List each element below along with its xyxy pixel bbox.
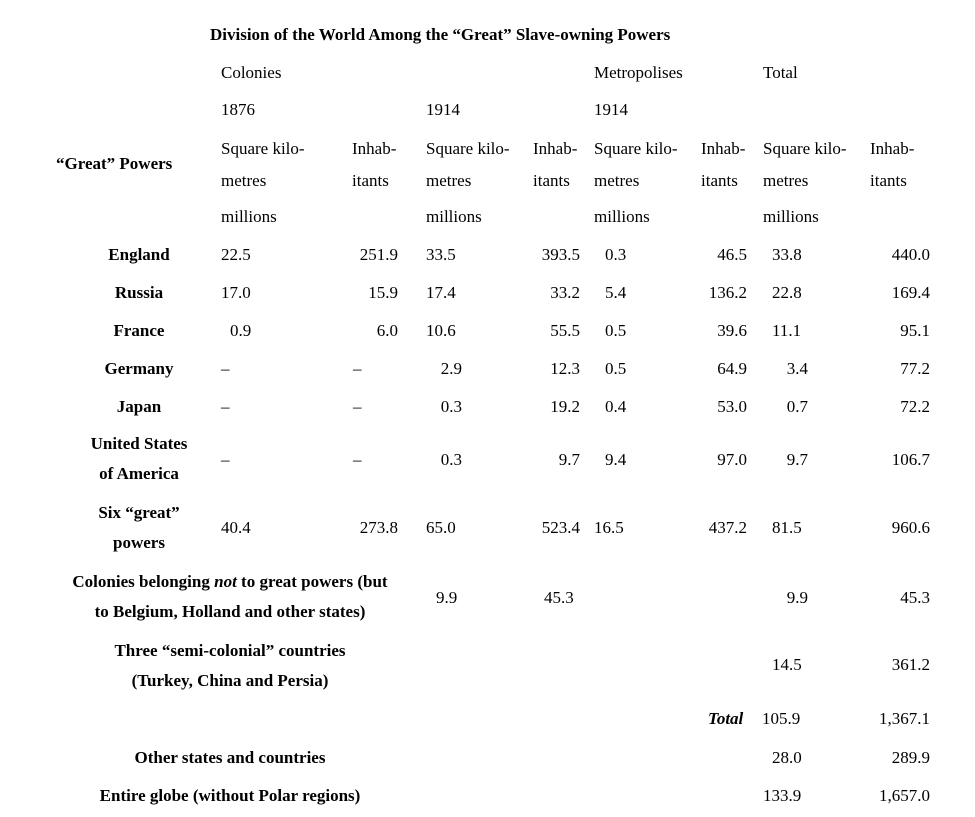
metropolises-inhab: 53.0: [717, 397, 747, 416]
total-sq: 105.9: [762, 709, 801, 728]
colonies-1876-sq: 0.9: [230, 321, 252, 340]
colonies-1914-inhab: 19.2: [550, 397, 580, 416]
row-name-line1-post: to great powers (but: [236, 572, 388, 591]
total-sq: 0.7: [786, 397, 808, 416]
colonies-1876-inhab: –: [353, 450, 362, 469]
total-sq: 9.7: [786, 450, 808, 469]
total-sq: 9.9: [786, 588, 808, 607]
inhab-line1: Inhab-: [352, 139, 397, 158]
row-name-line1-pre: Colonies belonging: [72, 572, 215, 591]
inhab-line1: Inhab-: [701, 139, 746, 158]
inhab-line1: Inhab-: [533, 139, 578, 158]
inhab-line2: itants: [870, 171, 907, 190]
colonies-1914-sq: 0.3: [440, 397, 462, 416]
sq-km-line2: metres: [221, 171, 267, 190]
colonies-1876-sq: 22.5: [221, 245, 251, 264]
colonies-1914-inhab: 9.7: [558, 450, 580, 469]
total-inhab: 106.7: [891, 450, 930, 469]
total-inhab: 361.2: [891, 655, 930, 674]
sq-km-line1: Square kilo-: [426, 139, 510, 158]
row-name-line1: [38, 567, 422, 597]
row-name: [38, 636, 422, 696]
row-name-line2: (Turkey, China and Persia): [131, 671, 329, 690]
table-title: Division of the World Among the “Great” Slave-owning Powers: [210, 25, 671, 44]
total-sq: 28.0: [772, 748, 802, 767]
metropolises-inhab: 64.9: [717, 359, 747, 378]
colonies-1914-sq: 2.9: [440, 359, 462, 378]
colonies-1876-sq: 17.0: [221, 283, 251, 302]
row-name: France: [113, 321, 165, 340]
colonies-1876-inhab: 251.9: [359, 245, 398, 264]
sq-km-line1: Square kilo-: [594, 139, 678, 158]
metropolises-inhab: 136.2: [708, 283, 747, 302]
colonies-1914-inhab: 12.3: [550, 359, 580, 378]
colonies-1914-inhab: 55.5: [550, 321, 580, 340]
colonies-1914-sq: 17.4: [426, 283, 456, 302]
metropolises-sq: 5.4: [605, 283, 627, 302]
colonies-1914-inhab: 33.2: [550, 283, 580, 302]
total-sq: 22.8: [772, 283, 802, 302]
total-inhab: 440.0: [891, 245, 930, 264]
total-inhab: 169.4: [891, 283, 930, 302]
header-year-1914-colonies: 1914: [426, 100, 460, 119]
inhab-line2: itants: [701, 171, 738, 190]
sq-km-line3: millions: [221, 207, 277, 226]
header-year-1876: 1876: [221, 100, 255, 119]
colonies-1876-inhab: –: [353, 397, 362, 416]
colonies-1914-inhab: 523.4: [541, 518, 580, 537]
sq-km-line2: metres: [594, 171, 640, 190]
metropolises-inhab: 97.0: [717, 450, 747, 469]
total-sq: 11.1: [772, 321, 802, 340]
row-name-line1: United States: [90, 434, 188, 453]
sq-km-line3: millions: [426, 207, 482, 226]
metropolises-sq: 0.5: [605, 359, 627, 378]
row-name: [38, 567, 422, 627]
sq-km-line3: millions: [763, 207, 819, 226]
row-name-line2: to Belgium, Holland and other states): [94, 602, 366, 621]
total-inhab: 1,367.1: [879, 709, 930, 728]
colonies-1876-sq: 40.4: [221, 518, 251, 537]
sq-km-line3: millions: [594, 207, 650, 226]
header-colonies: Colonies: [221, 63, 282, 82]
row-name: Russia: [114, 283, 164, 302]
total-label: Total: [708, 709, 744, 728]
metropolises-sq: 9.4: [605, 450, 627, 469]
total-inhab: 77.2: [900, 359, 930, 378]
sq-km-line2: metres: [763, 171, 809, 190]
header-total: Total: [763, 63, 798, 82]
row-name-line2: powers: [113, 533, 165, 552]
total-sq: 133.9: [763, 786, 802, 805]
row-name: Germany: [104, 359, 174, 378]
sq-km-line1: Square kilo-: [763, 139, 847, 158]
total-inhab: 45.3: [900, 588, 930, 607]
colonies-1876-inhab: 15.9: [368, 283, 398, 302]
metropolises-inhab: 39.6: [717, 321, 747, 340]
metropolises-sq: 0.4: [605, 397, 627, 416]
total-inhab: 72.2: [900, 397, 930, 416]
metropolises-inhab: 437.2: [708, 518, 747, 537]
total-inhab: 289.9: [891, 748, 930, 767]
row-name: Other states and countries: [134, 748, 326, 767]
colonies-1914-sq: 65.0: [426, 518, 456, 537]
inhab-line1: Inhab-: [870, 139, 915, 158]
row-name-line1: Six “great”: [98, 503, 180, 522]
colonies-1914-inhab: 393.5: [541, 245, 580, 264]
row-name: England: [108, 245, 170, 264]
colonies-1914-sq: 9.9: [436, 588, 458, 607]
sq-km-line2: metres: [426, 171, 472, 190]
total-sq: 3.4: [786, 359, 808, 378]
row-name-line1-emphasis: not: [214, 572, 237, 591]
row-name: [50, 498, 228, 558]
total-sq: 14.5: [772, 655, 802, 674]
header-year-1914-metropolises: 1914: [594, 100, 628, 119]
total-sq: 81.5: [772, 518, 802, 537]
colonies-1876-inhab: 6.0: [376, 321, 398, 340]
colonies-1914-sq: 0.3: [440, 450, 462, 469]
row-name: Entire globe (without Polar regions): [99, 786, 361, 805]
colonies-1914-sq: 33.5: [426, 245, 456, 264]
metropolises-sq: 0.5: [605, 321, 627, 340]
row-name-line1: Three “semi-colonial” countries: [114, 641, 346, 660]
metropolises-sq: 16.5: [594, 518, 624, 537]
row-name: Japan: [116, 397, 162, 416]
header-metropolises: Metropolises: [594, 63, 683, 82]
total-inhab: 1,657.0: [879, 786, 930, 805]
metropolises-inhab: 46.5: [717, 245, 747, 264]
colonies-1876-sq: –: [221, 397, 230, 416]
colonies-1914-sq: 10.6: [426, 321, 456, 340]
row-name: [50, 429, 228, 489]
inhab-line2: itants: [533, 171, 570, 190]
colonies-1876-inhab: –: [353, 359, 362, 378]
total-inhab: 95.1: [900, 321, 930, 340]
colonies-1914-inhab: 45.3: [544, 588, 574, 607]
colonies-1876-inhab: 273.8: [359, 518, 398, 537]
header-great-powers: “Great” Powers: [56, 154, 173, 173]
total-sq: 33.8: [772, 245, 802, 264]
metropolises-sq: 0.3: [605, 245, 627, 264]
total-inhab: 960.6: [891, 518, 930, 537]
sq-km-line1: Square kilo-: [221, 139, 305, 158]
colonies-1876-sq: –: [221, 359, 230, 378]
inhab-line2: itants: [352, 171, 389, 190]
row-name-line2: of America: [99, 464, 179, 483]
colonies-1876-sq: –: [221, 450, 230, 469]
